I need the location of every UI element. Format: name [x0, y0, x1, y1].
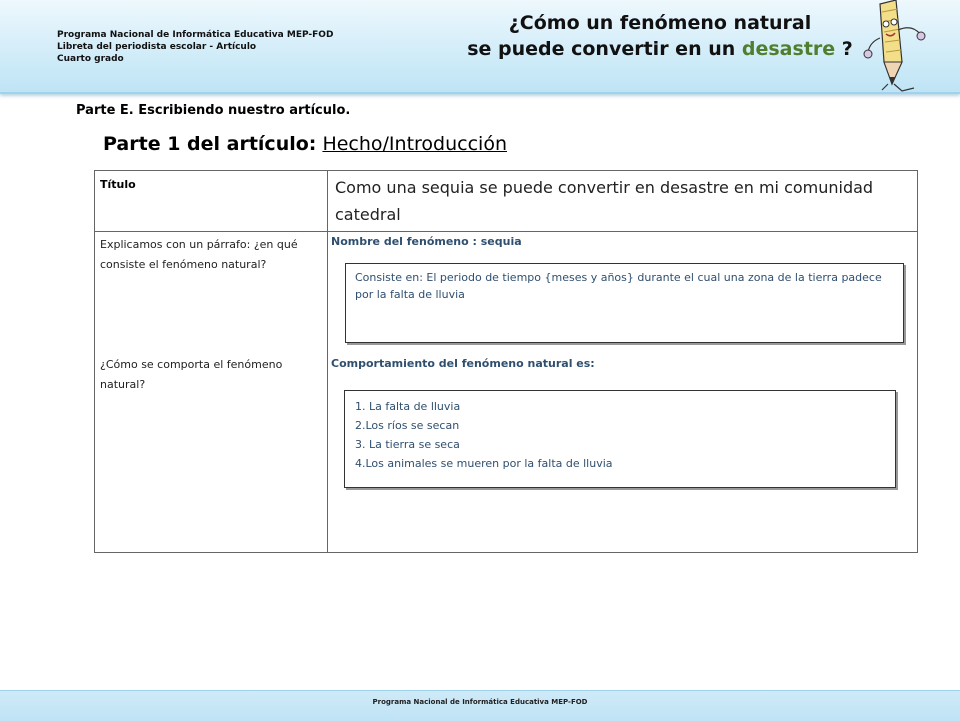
grade-label: Cuarto grado — [57, 54, 124, 64]
behavior-heading: Comportamiento del fenómeno natural es: — [331, 357, 595, 370]
column-divider — [327, 171, 328, 552]
list-item: 2.Los ríos se secan — [355, 419, 460, 432]
article-table — [94, 170, 918, 553]
program-info — [57, 29, 333, 65]
definition-box: Consiste en: El periodo de tiempo {meses y años} durante el cual una zona de la tierra padece por la falta de lluvia — [345, 263, 904, 343]
footer-bar — [0, 690, 960, 721]
title-value: Como una sequia se puede convertir en desastre en mi comunidad catedral — [335, 178, 874, 224]
article-part-topic: Hecho/Introducción — [322, 133, 507, 155]
title-accent-word: desastre — [741, 38, 836, 60]
footer-text: Programa Nacional de Informática Educativa MEP-FOD — [372, 698, 588, 706]
title-line-2-end: ? — [835, 38, 853, 60]
title-label: Título — [100, 178, 136, 191]
list-item: 1. La falta de lluvia — [355, 400, 461, 413]
phenomenon-name: Nombre del fenómeno : sequia — [331, 235, 522, 248]
section-label: Parte E. Escribiendo nuestro artículo. — [76, 103, 351, 118]
pencil-mascot-icon — [862, 0, 932, 92]
title-line-2 — [420, 36, 900, 62]
question-definition: Explicamos con un párrafo: ¿en qué consiste el fenómeno natural? — [100, 238, 298, 271]
article-part-heading — [103, 133, 507, 155]
behavior-list-box — [344, 390, 896, 488]
page-title — [420, 10, 900, 62]
list-item: 3. La tierra se seca — [355, 438, 460, 451]
article-part-label: Parte 1 del artículo: — [103, 133, 317, 155]
list-item: 4.Los animales se mueren por la falta de lluvia — [355, 457, 613, 470]
notebook-name: Libreta del periodista escolar - Artículo — [57, 42, 257, 52]
header-banner — [0, 0, 960, 94]
question-behavior: ¿Cómo se comporta el fenómeno natural? — [100, 358, 283, 391]
row-divider — [95, 231, 917, 232]
program-name: Programa Nacional de Informática Educativa MEP-FOD — [57, 30, 334, 40]
title-line-1: ¿Cómo un fenómeno natural — [508, 12, 812, 34]
title-line-2-start: se puede convertir en un — [467, 38, 736, 60]
